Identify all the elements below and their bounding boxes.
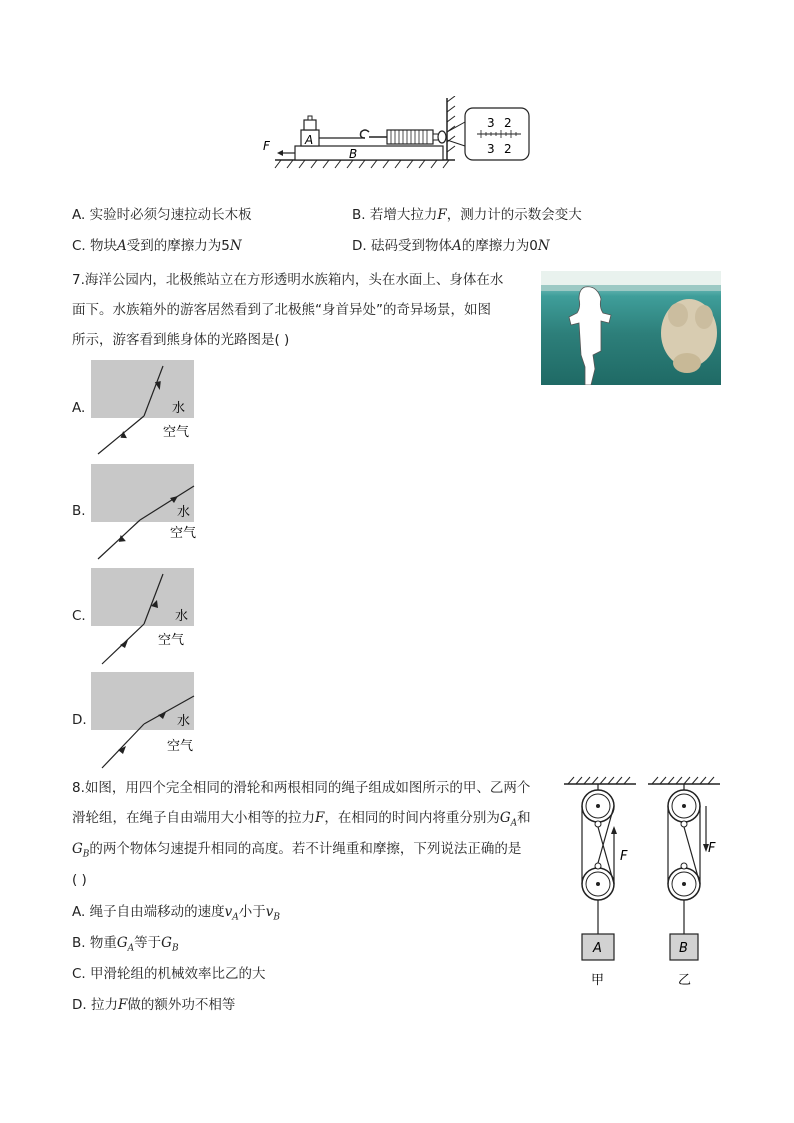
q6-friction-figure [255,96,545,176]
q7-option-c-letter: C. [72,608,86,624]
q8-stem-line2 [72,808,531,834]
water-label: 水 [177,714,191,729]
math-var: G [116,935,128,951]
q7-option-a-diagram[interactable] [88,358,208,458]
math-sub: B [171,943,179,954]
math-var: G [72,841,83,857]
air-label: 空气 [158,633,185,648]
math-sub: B [273,912,280,923]
math-var: A [451,238,462,254]
math-unit: N [229,238,242,254]
air-label: 空气 [167,739,194,754]
q8-pulley-figure [560,774,726,992]
force-label-jia: F [620,849,628,864]
force-label: F [263,139,270,153]
option-letter: B. [352,207,366,223]
q6-option-d[interactable] [352,236,550,256]
q7-option-b-diagram[interactable] [88,462,208,562]
option-text: 物块 [90,238,118,254]
math-var: v [265,904,274,920]
weight-a-label: A [593,941,602,956]
board-b-label: B [349,147,358,161]
q7-stem-line1: 7.海洋公园内，北极熊站立在方形透明水族箱内，头在水面上、身体在水 [72,272,504,288]
math-var: A [117,238,127,254]
math-sub: A [127,943,135,954]
option-text: 做的额外功不相等 [127,997,236,1013]
math-unit: N [537,238,550,254]
math-sub: A [232,912,239,923]
option-letter: D. [72,997,87,1013]
option-text: 的摩擦力为 [461,238,530,254]
option-text: 拉力 [90,997,118,1013]
q8-option-d[interactable] [72,995,235,1015]
option-text: 实验时必须匀速拉动长木板 [89,207,252,223]
text: 的两个物体匀速提升相同的高度。若不计绳重和摩擦，下列说法正确的是 [89,841,522,857]
q7-option-b-letter: B. [72,503,86,519]
text: 和 [517,810,531,826]
option-letter: A. [72,904,86,920]
q7-option-d-letter: D. [72,712,87,728]
option-text: 甲滑轮组的机械效率比乙的大 [90,966,266,982]
option-text: 若增大拉力 [369,207,438,223]
label-yi: 乙 [678,973,692,988]
q6-option-b[interactable] [352,205,582,225]
option-text: 物重 [89,935,117,951]
block-a-label: A [305,133,314,147]
q8-option-b[interactable] [72,933,179,959]
math-sub: A [510,818,518,829]
option-letter: A. [72,207,86,223]
option-text: 绳子自由端移动的速度 [89,904,225,920]
math-var: F [437,207,447,223]
math-var: v [224,904,233,920]
option-text: 小于 [238,904,266,920]
math-var: G [499,810,511,826]
math-var: F [315,810,325,826]
scale-number: 3 [487,142,495,156]
q8-option-c[interactable] [72,964,266,984]
weight-b-label: B [679,941,688,956]
force-label-yi: F [708,841,716,856]
option-text: 受到的摩擦力为 [126,238,222,254]
option-text: ，测力计的示数会变大 [446,207,582,223]
scale-number: 2 [504,142,512,156]
q6-option-a[interactable] [72,205,252,225]
option-text: 等于 [134,935,162,951]
q8-stem-line3 [72,839,521,865]
math-sub: B [82,849,90,860]
q7-stem-line2: 面下。水族箱外的游客居然看到了北极熊“身首异处”的奇异场景，如图 [72,302,491,318]
q7-option-d-diagram[interactable] [88,670,208,770]
option-letter: B. [72,935,86,951]
water-label: 水 [175,609,189,624]
q8-stem-line1: 8.如图，用四个完全相同的滑轮和两根相同的绳子组成如图所示的甲、乙两个 [72,780,531,796]
water-label: 水 [172,401,186,416]
q7-stem-line3: 所示，游客看到熊身体的光路图是( ) [72,332,290,348]
math-var: G [161,935,172,951]
option-letter: C. [72,966,86,982]
math-value: 0 [529,238,538,254]
scale-number: 3 [487,116,495,130]
q8-option-a[interactable] [72,902,280,928]
option-letter: D. [352,238,367,254]
q8-stem-line4: ( ) [72,872,87,888]
option-text: 砝码受到物体 [370,238,452,254]
math-var: F [117,997,128,1013]
text: ，在相同的时间内将重分别为 [324,810,500,826]
air-label: 空气 [170,526,197,541]
q7-option-a-letter: A. [72,400,86,416]
math-value: 5 [221,238,230,254]
water-label: 水 [177,505,191,520]
label-jia: 甲 [591,973,605,988]
text: 滑轮组，在绳子自由端用大小相等的拉力 [72,810,315,826]
option-letter: C. [72,238,86,254]
scale-number: 2 [504,116,512,130]
q6-option-c[interactable] [72,236,242,256]
air-label: 空气 [163,425,190,440]
polar-bear-photo [541,271,721,385]
q7-option-c-diagram[interactable] [88,566,208,666]
